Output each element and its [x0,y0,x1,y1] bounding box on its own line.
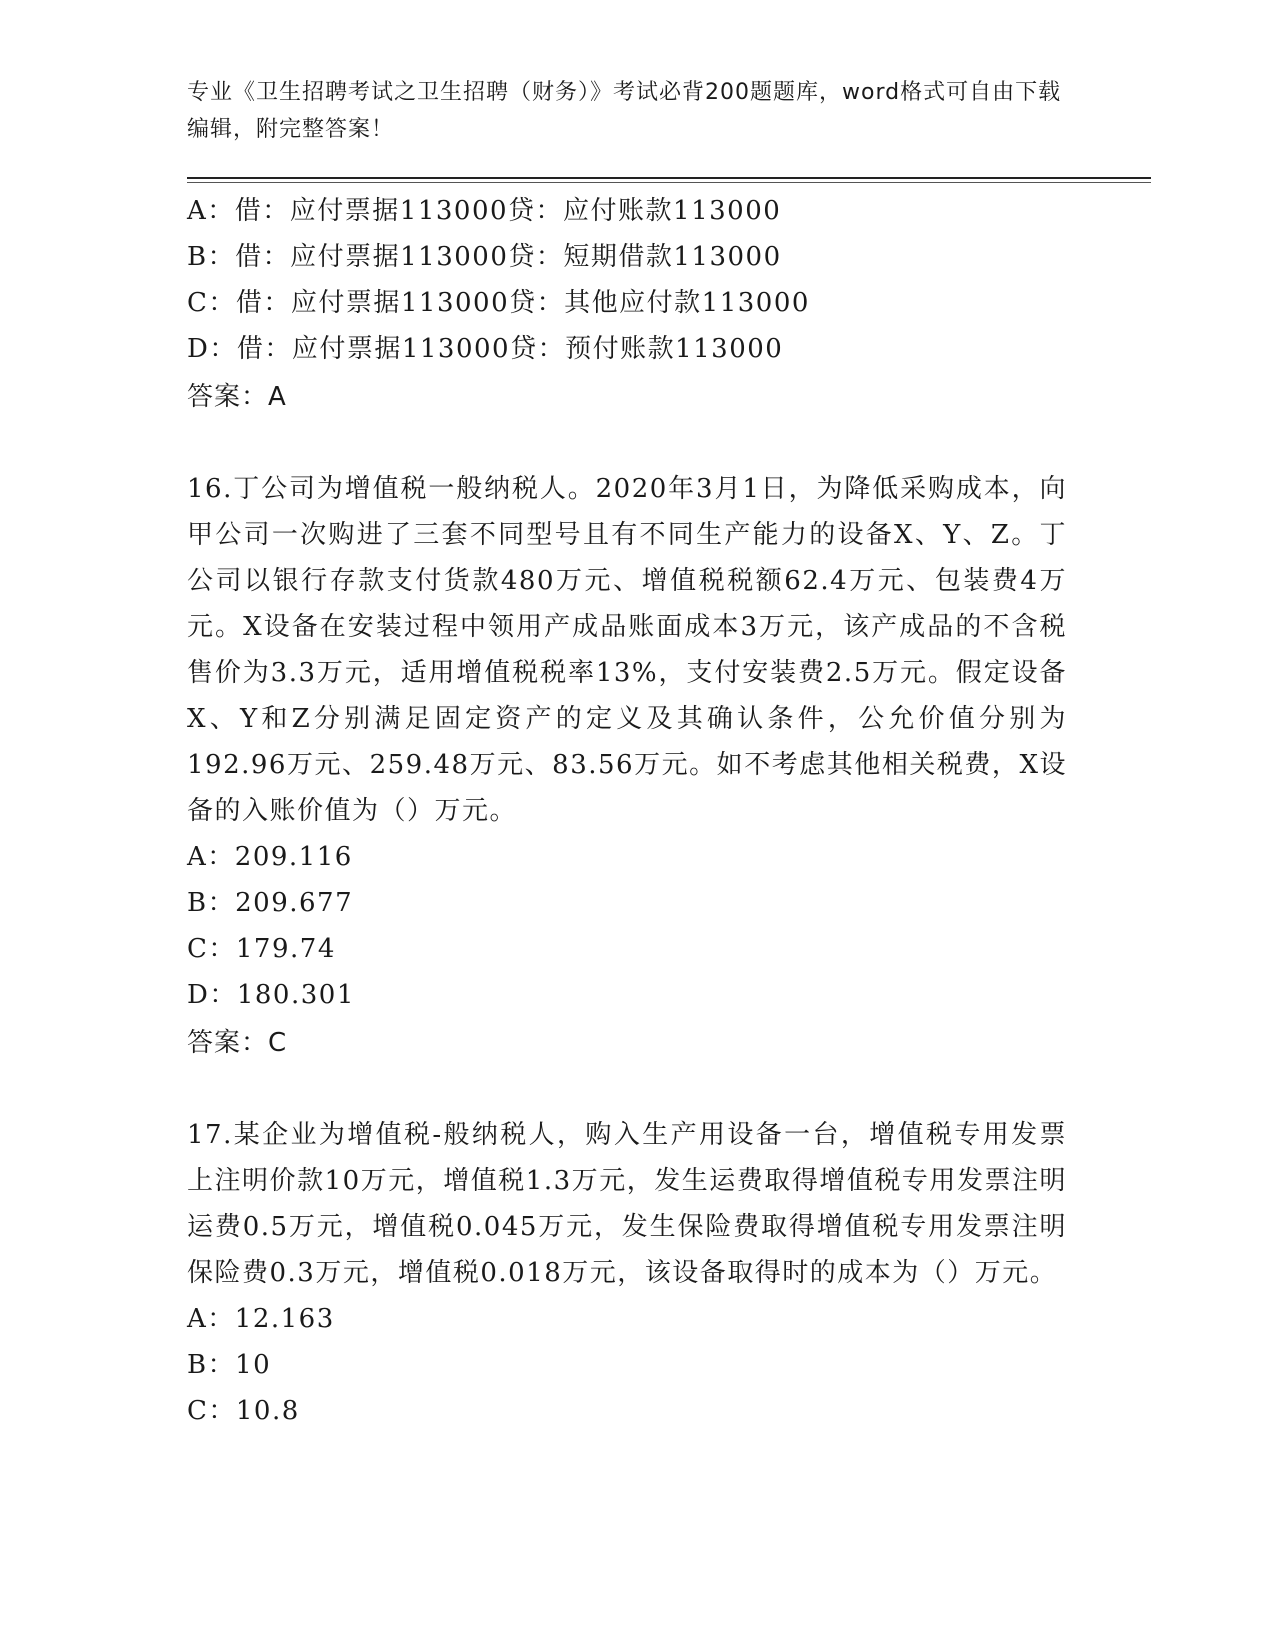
question-16-block [187,466,1067,1066]
question-16-answer: 答案：C [187,1028,288,1058]
question-17-block [187,1112,1067,1434]
question-16-option-b: B：209.677 [187,888,354,918]
question-17-stem: 17.某企业为增值税-般纳税人，购入生产用设备一台，增值税专用发票上注明价款10万元，增值税1.3万元，发生运费取得增值税专用发票注明运费0.5万元，增值税0.045万元，发生保险费取得增值税专用发票注明保险费0.3万元，增值税0.018万元，该设备取得时的成本为（）万元。 [187,1120,1067,1288]
document-header: 专业《卫生招聘考试之卫生招聘（财务）》考试必背200题题库，word格式可自由下载编辑，附完整答案！ [187,80,1062,142]
question-16-option-d: D：180.301 [187,980,355,1010]
question-15-answer: 答案：A [187,382,287,412]
question-15-option-d: D：借：应付票据113000贷：预付账款113000 [187,334,784,364]
spacer [187,420,1067,466]
spacer [187,1066,1067,1112]
question-15-option-c: C：借：应付票据113000贷：其他应付款113000 [187,288,810,318]
header-divider-thin [187,182,1151,183]
question-17-option-b: B：10 [187,1350,272,1380]
question-16-option-c: C：179.74 [187,934,336,964]
document-body [187,188,1067,1434]
header-divider-thick [187,177,1151,179]
question-15-option-b: B：借：应付票据113000贷：短期借款113000 [187,242,782,272]
question-16-option-a: A：209.116 [187,842,353,872]
question-15-option-a: A：借：应付票据113000贷：应付账款113000 [187,196,782,226]
question-17-option-a: A：12.163 [187,1304,335,1334]
question-17-option-c: C：10.8 [187,1396,300,1426]
question-16-stem: 16.丁公司为增值税一般纳税人。2020年3月1日，为降低采购成本，向甲公司一次购进了三套不同型号且有不同生产能力的设备X、Y、Z。丁公司以银行存款支付货款480万元、增值税税额62.4万元、包装费4万元。X设备在安装过程中领用产成品账面成本3万元，该产成品的不含税售价为3.3万元，适用增值税税率13%，支付安装费2.5万元。假定设备X、Y和Z分别满足固定资产的定义及其确认条件，公允价值分别为192.96万元、259.48万元、83.56万元。如不考虑其他相关税费，X设备的入账价值为（）万元。 [187,474,1067,826]
question-15-block [187,188,1067,420]
